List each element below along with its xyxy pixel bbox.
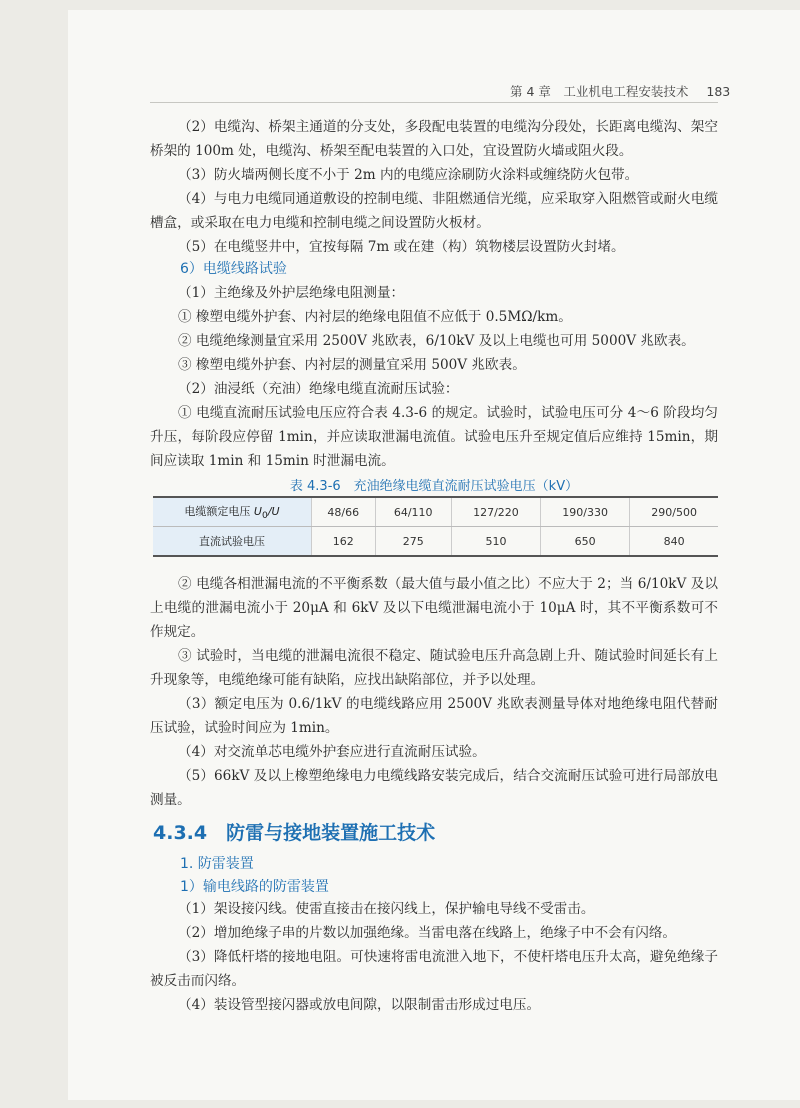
- table-cell: 162: [312, 527, 376, 557]
- table-cell: 275: [375, 527, 451, 557]
- heading-cable-test: 6）电缆线路试验: [180, 261, 287, 277]
- paragraph-grounding-resistance: （3）降低杆塔的接地电阻。可快速将雷电流泄入地下，不使杆塔电压升太高，避免绝缘子被反击而闪络。: [150, 949, 718, 989]
- row-label-prefix: 电缆额定电压: [184, 504, 254, 518]
- paragraph-megger-2500: ② 电缆绝缘测量宜采用 2500V 兆欧表，6/10kV 及以上电缆也可用 5000V 兆欧表。: [178, 333, 695, 349]
- subheading-lightning-protection: 1. 防雷装置: [180, 856, 254, 872]
- page-number: 183: [706, 84, 731, 99]
- table-row: [153, 497, 718, 527]
- table-cell: 127/220: [451, 497, 540, 527]
- paragraph-leakage-defect: ③ 试验时，当电缆的泄漏电流很不稳定、随试验电压升高急剧上升、随试验时间延长有上升现象等，电缆绝缘可能有缺陷，应找出缺陷部位，并予以处理。: [150, 648, 718, 688]
- subheading-line-protection: 1）输电线路的防雷装置: [180, 879, 329, 895]
- paragraph-low-voltage-test: （3）额定电压为 0.6/1kV 的电缆线路应用 2500V 兆欧表测量导体对地绝缘电阻代替耐压试验，试验时间应为 1min。: [150, 696, 718, 736]
- paragraph-unbalance: ② 电缆各相泄漏电流的不平衡系数（最大值与最小值之比）不应大于 2；当 6/10kV 及以上电缆的泄漏电流小于 20μA 和 6kV 及以下电缆泄漏电流小于 10μA 时，其不平衡系数可不作规定。: [150, 576, 718, 640]
- header-rule: [150, 102, 718, 103]
- table-cell: 64/110: [375, 497, 451, 527]
- row-header-rated-voltage: [153, 497, 312, 527]
- section-title: 4.3.4 防雷与接地装置施工技术: [153, 822, 436, 844]
- row-label-sub: 0: [261, 510, 268, 522]
- row-label-u: U: [253, 504, 262, 518]
- paragraph-dc-voltage-rule: ① 电缆直流耐压试验电压应符合表 4.3-6 的规定。试验时，试验电压可分 4～6 阶段均匀升压，每阶段应停留 1min，并应读取泄漏电流值。试验电压升至规定值后应维持 15min，期间应读取 1min 和 15min 时泄漏电流。: [150, 405, 718, 469]
- paragraph-dc-withstand: （2）油浸纸（充油）绝缘电缆直流耐压试验：: [178, 381, 459, 397]
- running-header: [510, 82, 730, 100]
- row-label-suffix: /U: [267, 504, 280, 518]
- paragraph-insulation-measure: （1）主绝缘及外护层绝缘电阻测量：: [178, 285, 405, 301]
- chapter-title: 第 4 章 工业机电工程安装技术: [510, 84, 689, 99]
- paragraph-fire-coating: （3）防火墙两侧长度不小于 2m 内的电缆应涂刷防火涂料或缠绕防火包带。: [178, 167, 639, 183]
- table-cell: 840: [630, 527, 718, 557]
- paragraph-fire-wall: （2）电缆沟、桥架主通道的分支处，多段配电装置的电缆沟分段处，长距离电缆沟、架空桥架的 100m 处，电缆沟、桥架至配电装置的入口处，宜设置防火墙或阻火段。: [150, 119, 718, 159]
- table-cell: 190/330: [541, 497, 630, 527]
- paragraph-shaft-sealing: （5）在电缆竖井中，宜按每隔 7m 或在建（构）筑物楼层设置防火封堵。: [178, 239, 625, 255]
- paragraph-single-core: （4）对交流单芯电缆外护套应进行直流耐压试验。: [178, 744, 486, 760]
- paragraph-megger-500: ③ 橡塑电缆外护套、内衬层的测量宜采用 500V 兆欧表。: [178, 357, 526, 373]
- row-header-dc-voltage: 直流试验电压: [153, 527, 312, 557]
- table-cell: 48/66: [312, 497, 376, 527]
- table-cell: 650: [541, 527, 630, 557]
- table-caption: 表 4.3-6 充油绝缘电缆直流耐压试验电压（kV）: [289, 479, 579, 494]
- table-cell: 510: [451, 527, 540, 557]
- paragraph-arrester: （4）装设管型接闪器或放电间隙，以限制雷击形成过电压。: [178, 997, 541, 1013]
- dc-test-voltage-table: [153, 496, 718, 557]
- paragraph-partial-discharge: （5）66kV 及以上橡塑绝缘电力电缆线路安装完成后，结合交流耐压试验可进行局部放电测量。: [150, 768, 718, 808]
- paragraph-insulator-string: （2）增加绝缘子串的片数以加强绝缘。当雷电落在线路上，绝缘子中不会有闪络。: [178, 925, 677, 941]
- paragraph-control-cable: （4）与电力电缆同通道敷设的控制电缆、非阻燃通信光缆，应采取穿入阻燃管或耐火电缆槽盒，或采取在电力电缆和控制电缆之间设置防火板材。: [150, 191, 718, 231]
- table-row: [153, 527, 718, 557]
- paragraph-sheath-resistance: ① 橡塑电缆外护套、内衬层的绝缘电阻值不应低于 0.5MΩ/km。: [178, 309, 572, 325]
- paragraph-shield-wire: （1）架设接闪线。使雷直接击在接闪线上，保护输电导线不受雷击。: [178, 901, 595, 917]
- table-cell: 290/500: [630, 497, 718, 527]
